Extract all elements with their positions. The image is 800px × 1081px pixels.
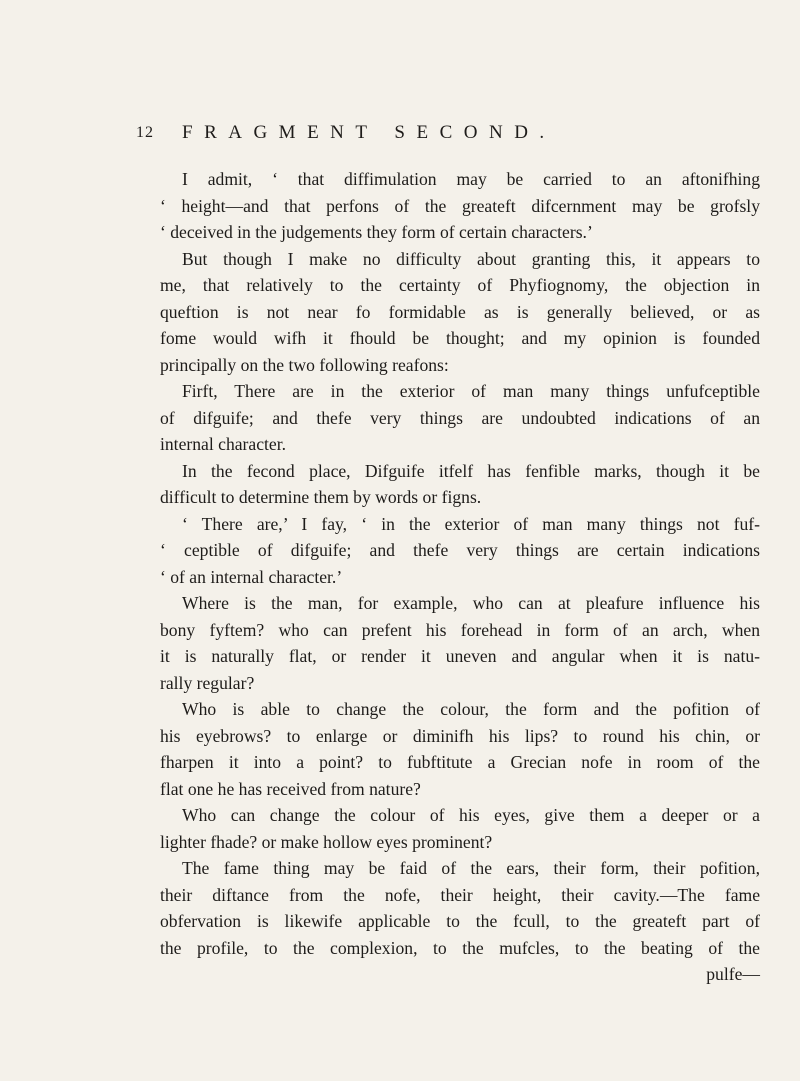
text-line: The fame thing may be faid of the ears, their form, their pofition,	[182, 858, 760, 878]
page-header	[136, 122, 760, 150]
text-line: the profile, to the complexion, to the mufcles, to the beating of the	[160, 937, 760, 958]
text-line: Where is the man, for example, who can at pleafure influence his	[182, 593, 760, 613]
text-line: pulfe—	[706, 964, 760, 984]
text-line: his eyebrows? to enlarge or diminifh his lips? to round his chin, or	[160, 725, 760, 746]
text-line: But though I make no difficulty about granting this, it appears to	[182, 248, 760, 269]
text-line: lighter fhade? or make hollow eyes prominent?	[160, 831, 493, 852]
text-line: their diftance from the nofe, their height, their cavity.—The fame	[160, 884, 760, 905]
text-line: ‘ of an internal character.’	[160, 566, 343, 587]
text-line: fharpen it into a point? to fubftitute a Grecian nofe in room of the	[160, 752, 760, 772]
text-line: fome would wifh it fhould be thought; and my opinion is founded	[160, 328, 760, 348]
text-line: Who can change the colour of his eyes, give them a deeper or a	[182, 805, 760, 825]
text-line: internal character.	[160, 434, 287, 454]
text-line: me, that relatively to the certainty of Phyfiognomy, the objection in	[160, 275, 760, 295]
running-head: FRAGMENT SECOND.	[182, 122, 556, 143]
page-number: 12	[136, 124, 154, 141]
text-line: obfervation is likewife applicable to the fcull, to the greateft part of	[160, 911, 760, 931]
text-line: it is naturally flat, or render it uneven and angular when it is natu-	[160, 646, 760, 666]
text-line: Who is able to change the colour, the form and the pofition of	[182, 699, 760, 719]
text-line: principally on the two following reafons:	[160, 354, 449, 375]
text-line: ‘ height—and that perfons of the greateft difcernment may be grofsly	[160, 195, 760, 216]
text-line: Firft, There are in the exterior of man many things unfufceptible	[182, 381, 760, 401]
body-text	[160, 166, 760, 988]
text-line: ‘ There are,’ I fay, ‘ in the exterior of man many things not fuf-	[182, 513, 760, 534]
text-line: I admit, ‘ that diffimulation may be carried to an aftonifhing	[182, 169, 760, 189]
text-line: ‘ ceptible of difguife; and thefe very things are certain indications	[160, 540, 760, 560]
text-line: of difguife; and thefe very things are undoubted indications of an	[160, 407, 760, 428]
text-line: ‘ deceived in the judgements they form of certain characters.’	[160, 222, 593, 242]
text-line: flat one he has received from nature?	[160, 778, 421, 799]
text-line: In the fecond place, Difguife itfelf has fenfible marks, though it be	[182, 460, 760, 481]
text-line: rally regular?	[160, 672, 255, 693]
text-line: queftion is not near fo formidable as is generally believed, or as	[160, 301, 760, 322]
text-line: difficult to determine them by words or figns.	[160, 487, 482, 507]
text-line: bony fyftem? who can prefent his forehead in form of an arch, when	[160, 619, 760, 640]
